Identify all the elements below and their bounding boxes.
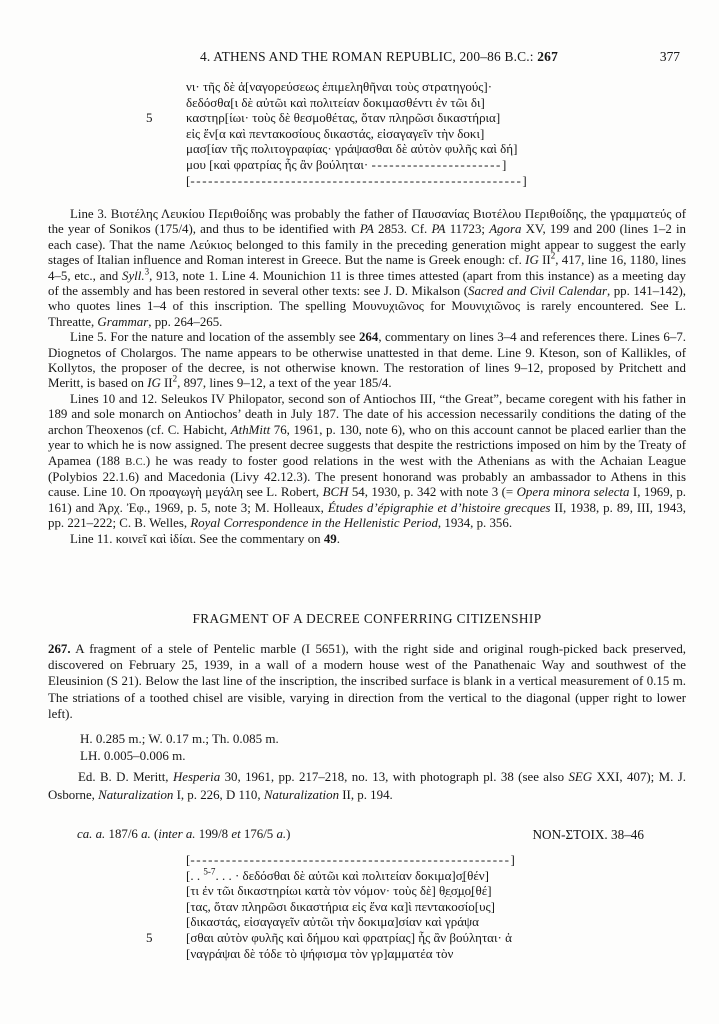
inscription-line: [186, 157, 527, 173]
dimensions-line: H. 0.285 m.; W. 0.17 m.; Th. 0.085 m.: [80, 731, 279, 746]
date-row: [48, 827, 686, 842]
commentary-paragraph: Lines 10 and 12. Seleukos IV Philopator, second son of Antiochos III, “the Great”, became coregent with his father in 189 and sole monarch on Antiochos’ death in July 187. The date of his accession necessarily conditions the dating of the archon Theoxenos (cf. C. Habicht, AthMitt 76, 1961, p. 130, note 6), who on this account cannot be placed earlier than the year to which he is now assigned. The present decree suggests that despite the restrictions imposed on him by the Treaty of Apamea (188 B.C.) he was ready to foster good relations in the west with the Athenians as with the Achaian League (Polybios 22.1.6) and Macedonia (Livy 42.12.3). The present honorand was probably an ambassador to Athens in this cause. Line 10. On προαγωγὴ μεγάλη see L. Robert, BCH 54, 1930, p. 342 with note 3 (= Opera minora selecta I, 1969, p. 161) and Ἀρχ. Ἐφ., 1969, p. 5, note 3; M. Holleaux, Études d’épigraphie et d’histoire grecques II, 1938, p. 89, III, 1943, pp. 221–222; C. B. Welles, Royal Correspondence in the Hellenistic Period, 1934, p. 356.: [48, 391, 686, 531]
commentary-paragraph: Line 5. For the nature and location of the assembly see 264, commentary on lines 3–4 and references there. Lines 6–7. Diognetos of Cholargos. The name appears to be otherwise unattested in that deme. Line 9. Kteson, son of Kallikles, of Kollytos, the proposer of the decree, is not otherwise known. The restoration of lines 9–12, proposed by Pritchett and Meritt, is based on IG $II^2$, 897, lines 9–12, a text of the year 185/4.: [48, 330, 686, 391]
inscription-text: [. . $^{5-7}$. . . · δεδόσθαι δὲ αὐτῶι καὶ πολιτείαν δοκιμα]σ̣[θέν]: [186, 866, 489, 883]
line-number: 5: [146, 110, 153, 126]
inscription-text: [--------------------------------------------------------]: [186, 172, 527, 188]
inscription-line: [186, 95, 527, 111]
page-header: [48, 49, 686, 65]
inscription-line: [186, 852, 515, 868]
inscription-line: [186, 126, 527, 142]
inscription-text: καστηρ[ίωι· τοὺς δὲ θεσμοθέτας, ὅταν πληρῶσι δικαστήρια]: [186, 110, 501, 126]
inscription-text: [------------------------------------------------------]: [186, 852, 515, 867]
inscription-text: [σθαι αὐτὸν φυλῆς καὶ δήμου καὶ φρατρίας] ἧ̣ς ἂν βούληται· ἀ: [186, 929, 512, 945]
section-heading: FRAGMENT OF A DECREE CONFERRING CITIZENSHIP: [192, 611, 542, 626]
inscription-text: [τι ἐν τῶι δικαστηρίωι κατὰ τὸν νόμον· τοὺς δὲ] θ̣ε̣σ̣μ̣ο̣[θέ]: [186, 883, 492, 899]
letter-height-line: LH. 0.005–0.006 m.: [80, 748, 186, 764]
line-number: 5: [146, 929, 153, 945]
inscription-line: [146, 929, 515, 946]
commentary-paragraph: Line 3. Βιοτέλης Λευκίου Περιθοίδης was probably the father of Παυσανίας Βιοτέλου Περιθοίδης, the γραμματεύς of the year of Sonikos (175/4), and thus to be identified with PA 2853. Cf. PA 11723; Agora XV, 199 and 200 (lines 1–2 in each case). That the name Λεύκιος belonged to this family in the preceding generation might appear to suggest the early stages of Italian influence and Roman interest in Greece. But the name is Greek enough: cf. IG $II^2$, 417, line 16, 1180, lines 4–5, etc., and Syll.$^3$, 913, note 1. Line 4. Mounichion 11 is three times attested (apart from this instance) as a meeting day of the assembly and has been restored in several other texts: see J. D. Mikalson (Sacred and Civil Calendar, pp. 141–142), who quotes lines 1–4 of this inscription. The spelling Μουνυχιῶνος for Μουνιχιῶνος is rarely encountered. See L. Threatte, Grammar, pp. 264–265.: [48, 207, 686, 329]
inscription-top: [146, 79, 527, 188]
inscription-line: [186, 868, 515, 884]
commentary-paragraph: Line 11. κοινεῖ καὶ ἰδίαι. See the commentary on 49.: [70, 531, 340, 546]
inscription-line: [186, 899, 515, 915]
stoichedon-note: NON-ΣΤΟΙΧ. 38–46: [532, 827, 644, 842]
inscription-text: [δικαστάς, εἰσαγαγεῖν αὐτῶι τὴν δοκιμα]σίαν καὶ γράψα: [186, 914, 479, 930]
measurements: [80, 730, 279, 765]
inscription-bottom: [146, 852, 515, 961]
inscription-line: [186, 946, 515, 962]
running-title: 4. ATHENS AND THE ROMAN REPUBLIC, 200–86 B.C.: 267: [200, 49, 558, 64]
commentary: [48, 207, 686, 547]
inscription-line: [186, 141, 527, 157]
date-attribution: ca. a. 187/6 a. (inter a. 199/8 et 176/5 a.): [77, 827, 291, 841]
inscription-text: μου [καὶ φρατρίας ἧς ἂν βούληται· ----------------------]: [186, 156, 507, 172]
inscription-text: δεδόσθα[ι δὲ αὐτῶι καὶ πολιτείαν δοκιμασθέντι ἐν τῶι δι]: [186, 94, 485, 110]
inscription-line: [186, 173, 527, 189]
inscription-text: [τας, ὅταν πληρῶσι δικαστήρια εἰς ἕνα κα]ὶ πεντακοσίο[υς]: [186, 898, 495, 914]
inscription-text: [ναγράψαι δὲ τόδε τὸ ψήφισμα τὸν γρ]αμματέα τὸν: [186, 945, 454, 961]
editions: Ed. B. D. Meritt, Hesperia 30, 1961, pp. 217–218, no. 13, with photograph pl. 38 (see also SEG XXI, 407); M. J. Osborne, Naturalization I, p. 226, D 110, Naturalization II, p. 194.: [48, 770, 686, 802]
page-number: 377: [659, 49, 680, 64]
inscription-text: νι· τῆς δὲ ἀ[ναγορεύσεως ἐπιμεληθῆναι τοὺς στρατηγούς]·: [186, 79, 493, 94]
inscription-line: [186, 79, 527, 95]
inscription-text: εἰς ἕν[α καὶ πεντακοσίους δικαστάς, εἰσαγαγεῖν τὴν δοκι]: [186, 125, 485, 141]
inscription-text: μασ[ίαν τῆς πολιτογραφίας· γράψασθαι δὲ αὐτὸν φυλῆς καὶ δή]: [186, 141, 518, 157]
item-description: 267. A fragment of a stele of Pentelic marble (I 5651), with the right side and original rough-picked back preserved, discovered on February 25, 1939, in a wall of a modern house west of the Panathenaic Way and southwest of the Eleusinion (S 21). Below the last line of the inscription, the inscribed surface is blank in a vertical measurement of 0.15 m. The striations of a toothed chisel are visible, varying in direction from the vertical to the diagonal (upper right to lower left).: [48, 642, 686, 721]
inscription-line: [186, 914, 515, 930]
inscription-line: [186, 883, 515, 899]
inscription-line: [146, 110, 527, 126]
